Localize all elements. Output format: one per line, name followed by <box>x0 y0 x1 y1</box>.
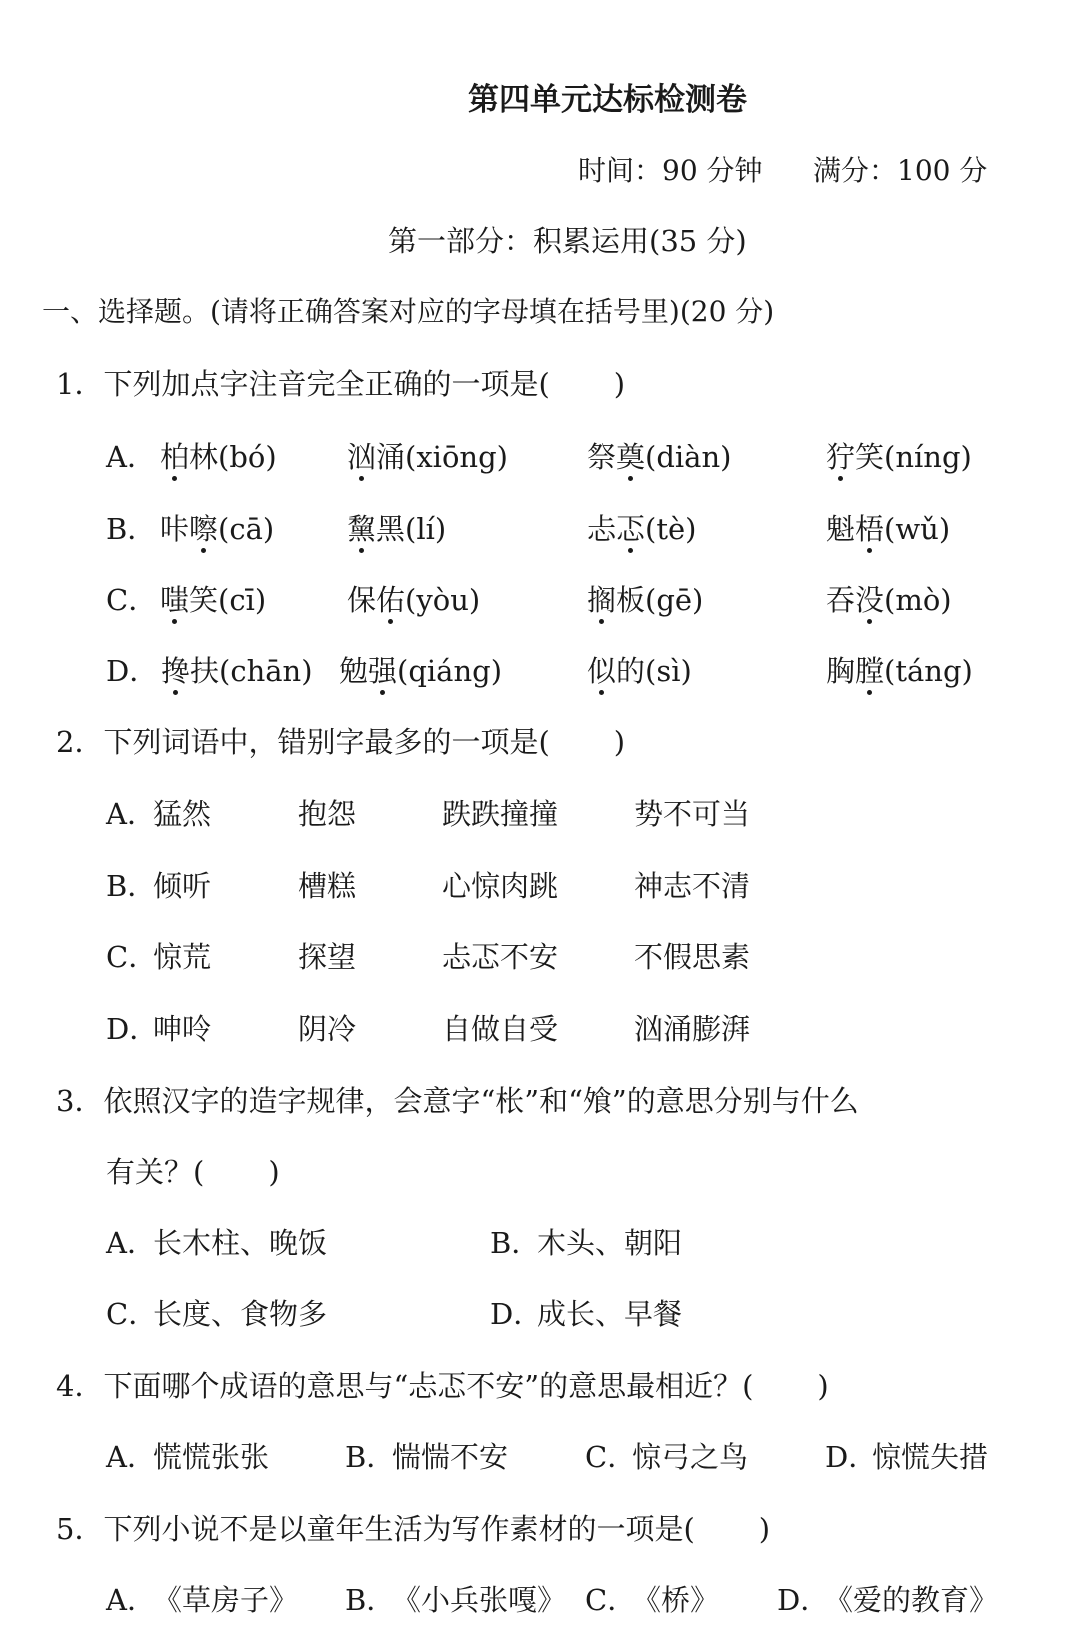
option-label: D． <box>106 654 159 688</box>
option-text: 惊弓之鸟 <box>632 1440 749 1474</box>
answer-paren-close: ) <box>613 725 626 759</box>
option-item <box>160 440 277 474</box>
question-4 <box>56 1369 829 1403</box>
dotted-character: 似 <box>587 654 617 688</box>
option-item <box>826 440 972 474</box>
option-label: B． <box>345 1583 396 1617</box>
option-label: B． <box>490 1226 541 1260</box>
answer-paren-close: ) <box>817 1369 829 1403</box>
option-text: 《草房子》 <box>153 1583 299 1617</box>
option-text: 慌慌张张 <box>153 1440 270 1474</box>
dotted-character: 汹 <box>347 440 377 474</box>
question-stem: 下列词语中，错别字最多的一项是( <box>103 725 550 759</box>
option-label: C． <box>106 1297 158 1331</box>
question-3 <box>56 1084 859 1118</box>
option-text: 《桥》 <box>632 1583 720 1617</box>
dotted-character: 嗤 <box>160 583 190 617</box>
question-stem: 依照汉字的造字规律，会意字“枨”和“飧”的意思分别与什么 <box>103 1084 859 1118</box>
item-post: 扶(chān) <box>190 654 313 688</box>
option-text: 长木柱、晚饭 <box>153 1226 328 1260</box>
item-pre: 吞 <box>826 583 856 617</box>
option-text: 惊慌失措 <box>872 1440 989 1474</box>
option-text: 《小兵张嘎》 <box>392 1583 567 1617</box>
question-number: 2． <box>56 725 104 759</box>
option-word: 呻呤 <box>153 1012 212 1046</box>
question-number: 3． <box>56 1084 104 1118</box>
item-pre: 胸 <box>826 654 856 688</box>
item-pre: 勉 <box>339 654 369 688</box>
option-word: 心惊肉跳 <box>442 869 559 903</box>
option-item <box>826 512 951 546</box>
option-text: 《爱的教育》 <box>824 1583 999 1617</box>
item-pre: 魁 <box>826 512 856 546</box>
option-label: D． <box>490 1297 543 1331</box>
section-heading: 一、选择题。(请将正确答案对应的字母填在括号里)(20 分) <box>42 295 775 328</box>
option-label: B． <box>345 1440 396 1474</box>
part-heading: 第一部分：积累运用(35 分) <box>388 224 747 258</box>
dotted-character: 搀 <box>161 654 191 688</box>
answer-paren-close: ) <box>613 367 626 401</box>
item-post: (cā) <box>218 512 275 546</box>
dotted-character: 忑 <box>616 512 646 546</box>
option-item <box>339 654 503 688</box>
question-5 <box>56 1512 771 1546</box>
item-post: 黑(lí) <box>376 512 447 546</box>
item-post: (wǔ) <box>884 512 951 546</box>
option-item <box>587 583 704 617</box>
option-label: C． <box>106 583 158 617</box>
question-number: 4． <box>56 1369 104 1403</box>
option-label: C． <box>585 1583 637 1617</box>
option-label: C． <box>585 1440 637 1474</box>
option-label: D． <box>106 1012 159 1046</box>
option-label: A． <box>106 1440 156 1474</box>
option-label: D． <box>777 1583 830 1617</box>
page-title: 第四单元达标检测卷 <box>468 82 747 118</box>
option-item <box>347 512 447 546</box>
question-stem: 下列小说不是以童年生活为写作素材的一项是( <box>103 1512 695 1546</box>
option-item <box>587 512 697 546</box>
option-word: 势不可当 <box>634 797 751 831</box>
dotted-character: 搁 <box>587 583 617 617</box>
option-word: 倾听 <box>153 869 212 903</box>
option-word: 跌跌撞撞 <box>442 797 559 831</box>
score-label: 满分：100 分 <box>813 154 988 187</box>
dotted-character: 黧 <box>347 512 377 546</box>
option-label: B． <box>106 512 157 546</box>
question-2 <box>56 725 626 759</box>
option-item <box>826 654 973 688</box>
option-label: C． <box>106 940 158 974</box>
item-post: 笑(cī) <box>189 583 267 617</box>
question-number: 1． <box>56 367 104 401</box>
item-post: 板(gē) <box>616 583 704 617</box>
item-post: 涌(xiōng) <box>376 440 508 474</box>
question-stem: 下面哪个成语的意思与“忐忑不安”的意思最相近？( <box>103 1369 754 1403</box>
option-word: 槽糕 <box>298 869 357 903</box>
option-item <box>161 654 313 688</box>
question-stem: 下列加点字注音完全正确的一项是( <box>103 367 550 401</box>
item-post: (qiáng) <box>397 654 503 688</box>
option-item <box>587 440 732 474</box>
dotted-character: 佑 <box>376 583 406 617</box>
option-word: 探望 <box>298 940 357 974</box>
option-label: A． <box>106 797 156 831</box>
answer-paren-close: ) <box>758 1512 771 1546</box>
question-number: 5． <box>56 1512 104 1546</box>
dotted-character: 奠 <box>616 440 646 474</box>
dotted-character: 狞 <box>826 440 856 474</box>
option-word: 神志不清 <box>634 869 751 903</box>
option-word: 汹涌膨湃 <box>634 1012 751 1046</box>
option-label: B． <box>106 869 157 903</box>
question-1 <box>56 367 626 401</box>
dotted-character: 没 <box>855 583 885 617</box>
item-post: 林(bó) <box>189 440 277 474</box>
item-post: (yòu) <box>405 583 481 617</box>
item-post: (tè) <box>645 512 697 546</box>
option-item <box>587 654 692 688</box>
option-word: 惊荒 <box>153 940 212 974</box>
option-item <box>347 440 508 474</box>
item-post: (táng) <box>884 654 973 688</box>
item-pre: 忐 <box>587 512 617 546</box>
option-word: 猛然 <box>153 797 212 831</box>
option-item <box>826 583 952 617</box>
question-3-line2 <box>106 1155 280 1189</box>
question-stem-continued: 有关？( <box>106 1155 205 1189</box>
item-pre: 祭 <box>587 440 617 474</box>
option-word: 抱怨 <box>298 797 357 831</box>
dotted-character: 强 <box>368 654 398 688</box>
option-item <box>160 512 275 546</box>
option-label: A． <box>106 1226 156 1260</box>
option-label: A． <box>106 1583 156 1617</box>
option-word: 忐忑不安 <box>442 940 559 974</box>
time-label: 时间：90 分钟 <box>578 154 763 187</box>
option-label: A． <box>106 440 156 474</box>
answer-paren-close: ) <box>268 1155 280 1189</box>
dotted-character: 柏 <box>160 440 190 474</box>
option-text: 成长、早餐 <box>537 1297 683 1331</box>
option-label: D． <box>825 1440 878 1474</box>
item-pre: 咔 <box>160 512 190 546</box>
option-text: 长度、食物多 <box>153 1297 328 1331</box>
dotted-character: 膛 <box>855 654 885 688</box>
item-post: (mò) <box>884 583 952 617</box>
option-word: 阴冷 <box>298 1012 357 1046</box>
item-post: 的(sì) <box>616 654 692 688</box>
dotted-character: 嚓 <box>189 512 219 546</box>
item-pre: 保 <box>347 583 377 617</box>
item-post: 笑(níng) <box>855 440 972 474</box>
dotted-character: 梧 <box>855 512 885 546</box>
option-word: 自做自受 <box>442 1012 559 1046</box>
option-word: 不假思素 <box>634 940 751 974</box>
option-item <box>347 583 481 617</box>
option-text: 惴惴不安 <box>392 1440 509 1474</box>
item-post: (diàn) <box>645 440 732 474</box>
option-item <box>160 583 267 617</box>
option-text: 木头、朝阳 <box>537 1226 683 1260</box>
